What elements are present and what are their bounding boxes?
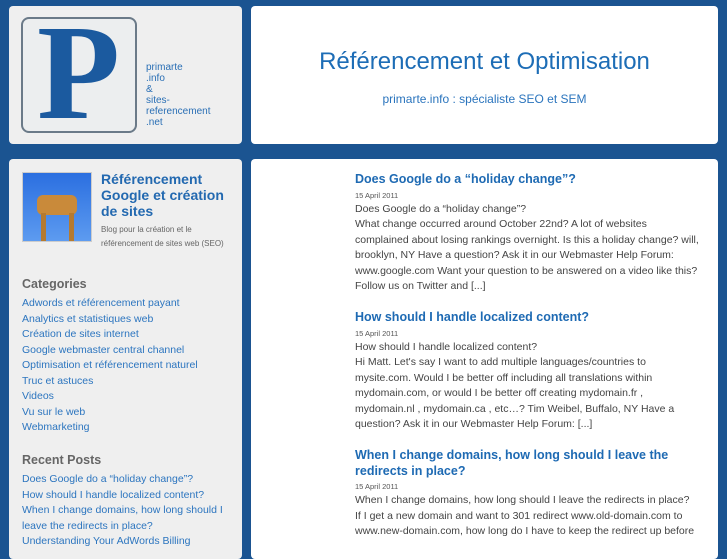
post-excerpt-body: If I get a new domain and want to 301 redirect www.old-domain.com to www.new-domain.com, how long do I have to keep the redirect up before bbox=[355, 509, 695, 537]
logo-line: & bbox=[146, 84, 153, 95]
post-date: 15 April 2011 bbox=[355, 190, 399, 200]
main-content bbox=[251, 159, 718, 559]
category-link[interactable]: Adwords et référencement payant bbox=[22, 297, 180, 309]
recent-posts-heading: Recent Posts bbox=[22, 453, 102, 467]
category-link[interactable]: Création de sites internet bbox=[22, 328, 139, 340]
site-subtitle: primarte.info : spécialiste SEO et SEM bbox=[382, 92, 587, 106]
logo-line: .net bbox=[146, 117, 163, 128]
category-link[interactable]: Google webmaster central channel bbox=[22, 343, 185, 356]
category-link[interactable]: Videos bbox=[22, 390, 54, 402]
post-excerpt-title: How should I handle localized content? bbox=[355, 340, 538, 353]
site-title[interactable]: Référencement et Optimisation bbox=[319, 48, 650, 75]
post-date: 15 April 2011 bbox=[355, 328, 399, 338]
recent-post-link[interactable]: How should I handle localized content? bbox=[22, 488, 205, 501]
blog-image bbox=[22, 172, 92, 242]
logo[interactable] bbox=[21, 17, 137, 133]
post-date: 15 April 2011 bbox=[355, 482, 399, 491]
category-link[interactable]: Analytics et statistiques web bbox=[22, 312, 154, 325]
blog-name-link[interactable]: Référencement Google et création de sites bbox=[101, 171, 224, 219]
post bbox=[355, 172, 700, 295]
recent-posts-list bbox=[22, 472, 237, 550]
blog-description: Blog pour la création et le référencement de sites web (SEO) bbox=[101, 225, 224, 248]
header bbox=[251, 6, 718, 144]
post-title-link[interactable]: Does Google do a “holiday change”? bbox=[355, 172, 576, 186]
post-excerpt-title: Does Google do a “holiday change”? bbox=[355, 202, 527, 215]
logo-text bbox=[146, 62, 236, 128]
category-link[interactable]: Truc et astuces bbox=[22, 374, 94, 387]
post bbox=[355, 448, 700, 540]
sidebar bbox=[9, 159, 242, 559]
post-title-link[interactable]: How should I handle localized content? bbox=[355, 310, 590, 324]
post-excerpt bbox=[355, 493, 700, 540]
logo-card bbox=[9, 6, 242, 144]
recent-post-link[interactable]: When I change domains, how long should I leave the redirects in place? bbox=[22, 504, 223, 532]
logo-line: referencement bbox=[146, 106, 211, 117]
post-title-link[interactable]: When I change domains, how long should I leave the redirects in place? bbox=[355, 448, 669, 478]
category-link[interactable]: Webmarketing bbox=[22, 421, 90, 433]
logo-letter: P bbox=[37, 17, 121, 133]
category-link[interactable]: Vu sur le web bbox=[22, 405, 86, 418]
category-link[interactable]: Optimisation et référencement naturel bbox=[22, 359, 198, 371]
categories-list bbox=[22, 296, 237, 436]
post-excerpt-title: When I change domains, how long should I leave the redirects in place? bbox=[355, 494, 690, 506]
recent-post-link[interactable]: Does Google do a “holiday change”? bbox=[22, 473, 194, 485]
logo-line: sites- bbox=[146, 95, 170, 106]
recent-post-link[interactable]: Understanding Your AdWords Billing bbox=[22, 535, 191, 547]
post bbox=[355, 310, 700, 433]
post-excerpt: What change occurred around October 22nd? A lot of websites complained about losing rankings overnight. Is this a holiday change? will, brooklyn, NY Have a question? Ask it in our Webmaster Help Forum: www.google.com Want your question to be answered on a video like this? Follow us on Twitter and [...] bbox=[355, 218, 699, 292]
logo-line: primarte bbox=[146, 62, 183, 73]
categories-heading: Categories bbox=[22, 277, 87, 291]
post-excerpt: Hi Matt. Let's say I want to add multiple languages/countries to mysite.com. Would I be better off including all translations within mydomain.com, or would I be better off creating mydomain.fr , mydomain.nl , mydomain.ca , etc…? Tim Weibel, Buffalo, NY Have a question? Ask it in our Webmaster Help Forum: [...] bbox=[355, 356, 675, 430]
logo-line: .info bbox=[146, 73, 165, 84]
